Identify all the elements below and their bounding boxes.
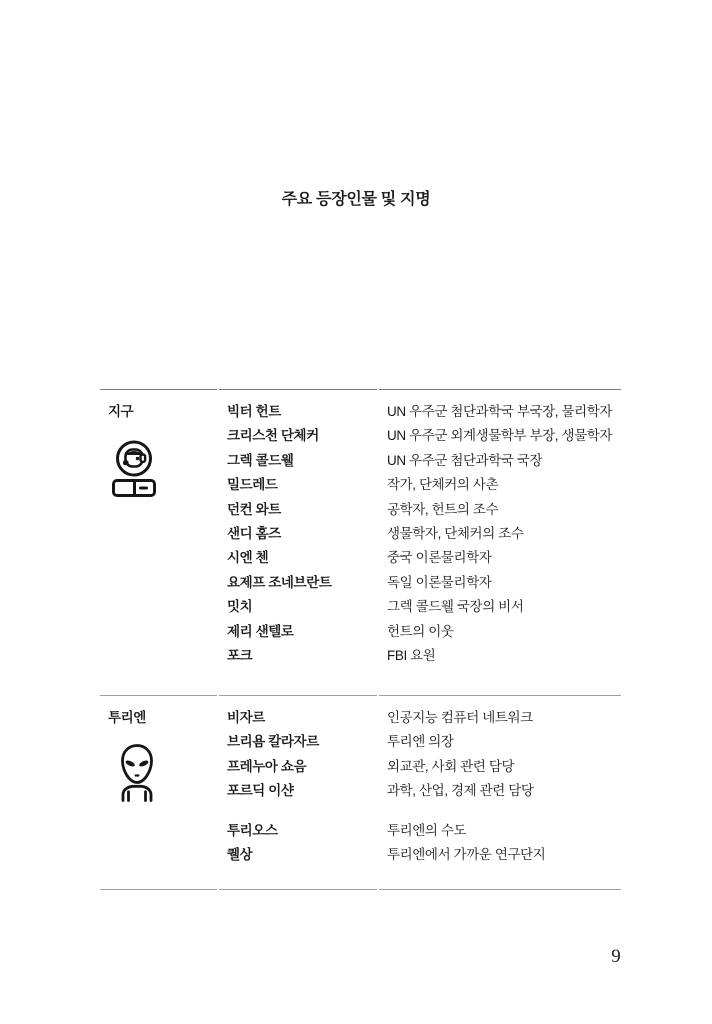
character-table — [100, 389, 621, 890]
character-desc: 외교관, 사회 관련 담당 — [387, 758, 515, 774]
character-desc: 헌트의 이웃 — [387, 623, 454, 639]
character-name: 제리 샌텔로 — [227, 623, 294, 639]
place-desc: 투리엔에서 가까운 연구단지 — [387, 846, 546, 862]
character-name: 크리스천 단체커 — [227, 428, 319, 444]
astronaut-icon — [110, 437, 158, 497]
place-desc: 투리엔의 수도 — [387, 822, 467, 838]
section-earth-names-column — [219, 389, 377, 695]
character-name: 그렉 콜드웰 — [227, 452, 294, 468]
character-desc: 작가, 단체커의 사촌 — [387, 477, 499, 493]
character-name: 브리욤 칼라자르 — [227, 734, 319, 750]
character-name: 포크 — [227, 647, 253, 663]
character-desc: 그렉 콜드웰 국장의 비서 — [387, 599, 524, 615]
place-name: 퀠상 — [227, 846, 253, 862]
character-desc: UN 우주군 첨단과학국 국장 — [387, 452, 543, 468]
character-name: 밀드레드 — [227, 477, 278, 493]
character-name: 빅터 헌트 — [227, 404, 281, 419]
page-title: 주요 등장인물 및 지명 — [281, 191, 431, 208]
character-desc: 중국 이론물리학자 — [387, 550, 492, 566]
character-name: 요제프 조네브란트 — [227, 574, 332, 590]
character-name: 프레누아 쇼음 — [227, 758, 307, 774]
character-name: 시엔 첸 — [227, 550, 269, 566]
group-spacer — [227, 804, 377, 819]
section-earth-location-cell — [100, 389, 217, 695]
character-name: 비자르 — [227, 710, 265, 725]
character-name: 던컨 와트 — [227, 501, 281, 517]
section-thurien-descriptions-column — [379, 695, 621, 890]
character-desc: 공학자, 헌트의 조수 — [387, 501, 499, 517]
character-desc: 투리엔 의장 — [387, 734, 454, 750]
alien-icon — [117, 744, 157, 802]
section-thurien-names-column — [219, 695, 377, 890]
character-name: 밋치 — [227, 599, 253, 615]
character-desc: 과학, 산업, 경제 관련 담당 — [387, 783, 534, 799]
character-desc: 인공지능 컴퓨터 네트워크 — [387, 710, 533, 725]
group-spacer — [387, 804, 621, 819]
character-desc: UN 우주군 외계생물학부 부장, 생물학자 — [387, 428, 613, 444]
character-desc: FBI 요원 — [387, 647, 436, 663]
character-desc: 독일 이론물리학자 — [387, 574, 492, 590]
character-desc: 생물학자, 단체커의 조수 — [387, 525, 524, 541]
page-number: 9 — [611, 946, 621, 967]
section-earth-descriptions-column — [379, 389, 621, 695]
place-name: 투리오스 — [227, 822, 278, 838]
character-name: 샌디 홈즈 — [227, 525, 281, 541]
section-thurien-location-cell — [100, 695, 217, 890]
character-name: 포르딕 이샨 — [227, 783, 294, 799]
location-name-thurien: 투리엔 — [108, 710, 146, 725]
location-name-earth: 지구 — [108, 404, 134, 419]
character-desc: UN 우주군 첨단과학국 부국장, 물리학자 — [387, 404, 613, 419]
